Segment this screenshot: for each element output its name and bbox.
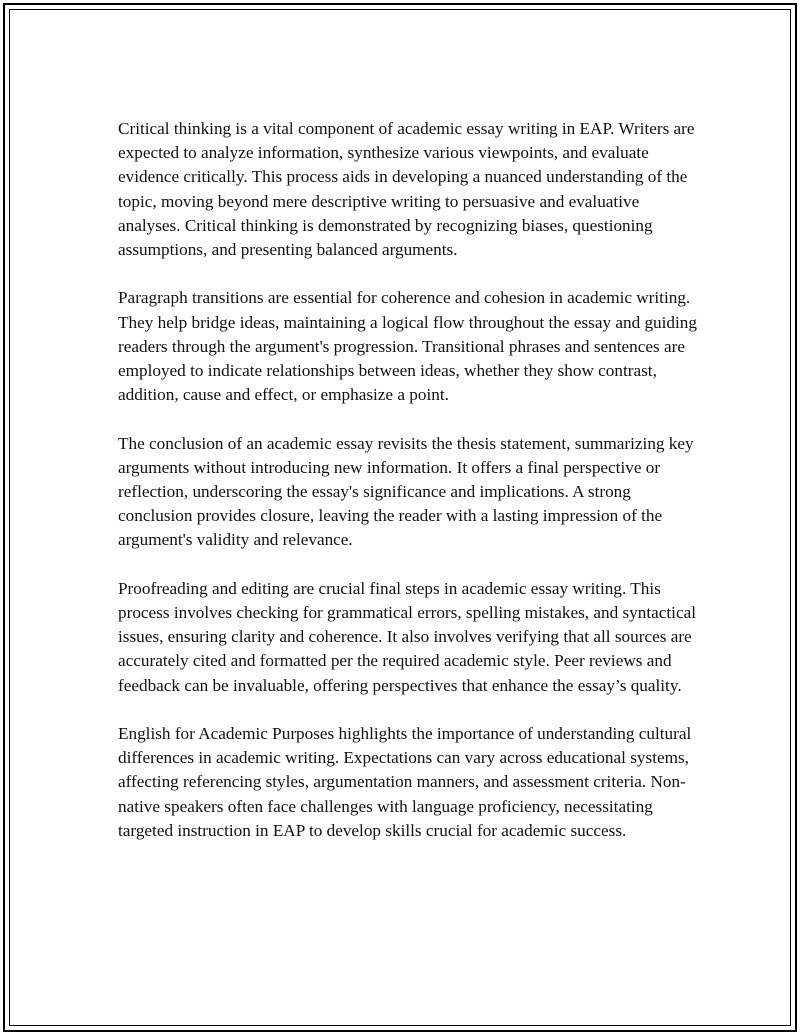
paragraph-cultural-differences: English for Academic Purposes highlights the importance of understanding cultural differences in academic writing. Expectations can vary across educational systems, affecting referencing styles, argumentation manners, and assessment criteria. Non-native speakers often face challenges with language proficiency, necessitating targeted instruction in EAP to develop skills crucial for academic success.: [118, 724, 692, 840]
paragraph-conclusion: The conclusion of an academic essay revisits the thesis statement, summarizing key arguments without introducing new information. It offers a final perspective or reflection, underscoring the essay's significance and implications. A strong conclusion provides closure, leaving the reader with a lasting impression of the argument's validity and relevance.: [118, 433, 694, 550]
paragraph-transitions: Paragraph transitions are essential for coherence and cohesion in academic writing. They help bridge ideas, maintaining a logical flow throughout the essay and guiding readers through the argument's progression. Transitional phrases and sentences are employed to indicate relationships between ideas, whether they show contrast, addition, cause and effect, or emphasize a point.: [118, 288, 697, 405]
paragraph-critical-thinking: Critical thinking is a vital component of academic essay writing in EAP. Writers are expected to analyze information, synthesize various viewpoints, and evaluate evidence critically. This process aids in developing a nuanced understanding of the topic, moving beyond mere descriptive writing to persuasive and evaluative analyses. Critical thinking is demonstrated by recognizing biases, questioning assumptions, and presenting balanced arguments.: [118, 119, 695, 260]
paragraph-proofreading: Proofreading and editing are crucial final steps in academic essay writing. This process involves checking for grammatical errors, spelling mistakes, and syntactical issues, ensuring clarity and coherence. It also involves verifying that all sources are accurately cited and formatted per the required academic style. Peer reviews and feedback can be invaluable, offering perspectives that enhance the essay’s quality.: [118, 578, 696, 695]
document-body: [118, 117, 698, 867]
